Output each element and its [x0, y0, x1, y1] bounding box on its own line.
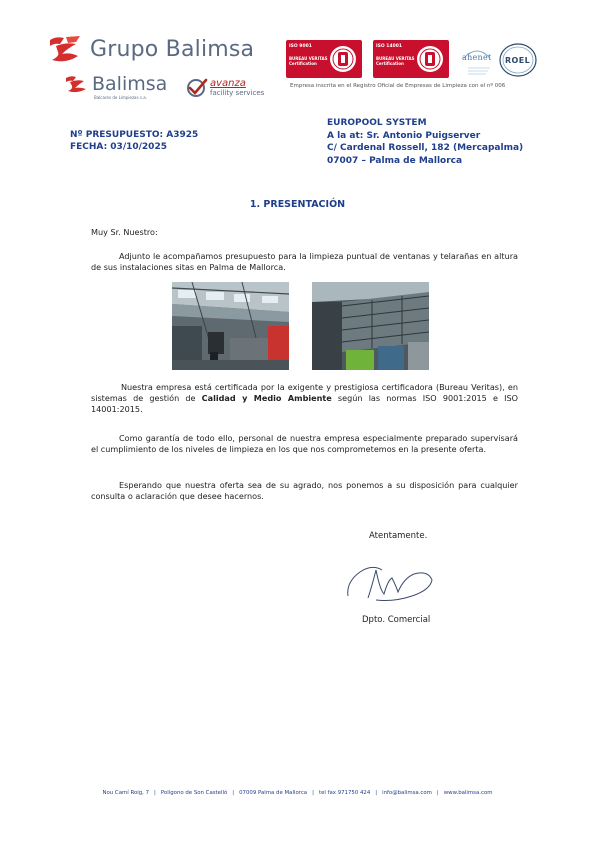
recipient-street: C/ Cardenal Rossell, 182 (Mercapalma) [327, 143, 524, 153]
budget-meta [70, 130, 198, 153]
warehouse-photo-2 [312, 282, 429, 370]
footer-phone: tel fax 971750 424 [318, 790, 371, 796]
cert-code: ISO 14001 [376, 44, 402, 49]
paragraph-certification: Nuestra empresa está certificada por la exigente y prestigiosa certificadora (Bureau Veritas), en sistemas de gestión de Calidad y Medio Ambiente según las normas ISO 9001:2015 e ISO 14001:2015. [91, 382, 518, 414]
avanza-subtitle: facility services [210, 89, 265, 97]
paragraph-guarantee: Como garantía de todo ello, personal de nuestra empresa especialmente preparado supervisará el cumplimiento de los niveles de limpieza en los que nos comprometemos en la presente oferta. [91, 433, 518, 454]
iso-14001-certificate [373, 40, 449, 78]
registry-text: Empresa inscrita en el Registro Oficial de Empresas de Limpieza con el nº 006 [290, 83, 506, 89]
sub-brand-name: Balimsa [92, 73, 168, 95]
footer-industrial-area: Polígono de Son Castelló [160, 790, 228, 796]
footer-email[interactable]: info@balimsa.com [382, 790, 432, 796]
brand-header [46, 34, 254, 64]
signature-image [342, 556, 442, 608]
budget-number: Nº PRESUPUESTO: A3925 [70, 130, 199, 140]
recipient-company: EUROPOOL SYSTEM [327, 118, 427, 128]
roel-name: ROEL [505, 56, 531, 65]
footer-address: Nou Camí Roig, 7 [102, 790, 150, 796]
bureau-veritas-seal-icon [329, 43, 357, 75]
warehouse-photo-1 [172, 282, 289, 370]
brand-name: Grupo Balimsa [90, 36, 255, 62]
section-title: 1. PRESENTACIÓN [249, 199, 346, 210]
bureau-veritas-seal-icon [416, 43, 444, 75]
avanza-logo [186, 78, 264, 98]
footer-city: 07009 Palma de Mallorca [239, 790, 308, 796]
sub-brand [64, 73, 168, 100]
cert-code: ISO 9001 [289, 44, 312, 49]
paragraph-intro: Adjunto le acompañamos presupuesto para la limpieza puntual de ventanas y telarañas en altura de sus instalaciones sitas en Palma de Mallorca. [91, 251, 518, 272]
avanza-check-icon [186, 78, 208, 98]
balimsa-logo-icon [64, 74, 90, 94]
budget-date: FECHA: 03/10/2025 [70, 141, 167, 152]
footer: Nou Camí Roig, 7 | Polígono de Son Castelló | 07009 Palma de Mallorca | tel fax 971750 424 | info@balimsa.com | www.balimsa.com [102, 790, 493, 796]
cert-issuer: BUREAU VERITAS Certification [289, 56, 328, 66]
ahenet-name: ahenet [462, 53, 492, 62]
recipient-address [327, 117, 523, 167]
recipient-city: 07007 – Palma de Mallorca [327, 155, 463, 166]
greeting: Muy Sr. Nuestro: [91, 227, 158, 237]
quality-environment-emphasis: Calidad y Medio Ambiente [201, 392, 332, 403]
sub-brand-caption: Balcares de Limpiezas s.a. [94, 95, 147, 100]
department-name: Dpto. Comercial [362, 615, 431, 625]
paragraph-closing: Esperando que nuestra oferta sea de su agrado, nos ponemos a su disposición para cualquier consulta o aclaración que desee hacernos. [91, 480, 518, 501]
footer-website[interactable]: www.balimsa.com [443, 790, 493, 796]
iso-9001-certificate [286, 40, 362, 78]
recipient-attention: A la at: Sr. Antonio Puigserver [327, 130, 481, 141]
grupo-balimsa-logo-icon [46, 34, 84, 64]
closing-salutation: Atentamente. [369, 531, 428, 541]
avanza-name: avanza [210, 78, 246, 89]
cert-issuer: BUREAU VERITAS Certification [376, 56, 415, 66]
